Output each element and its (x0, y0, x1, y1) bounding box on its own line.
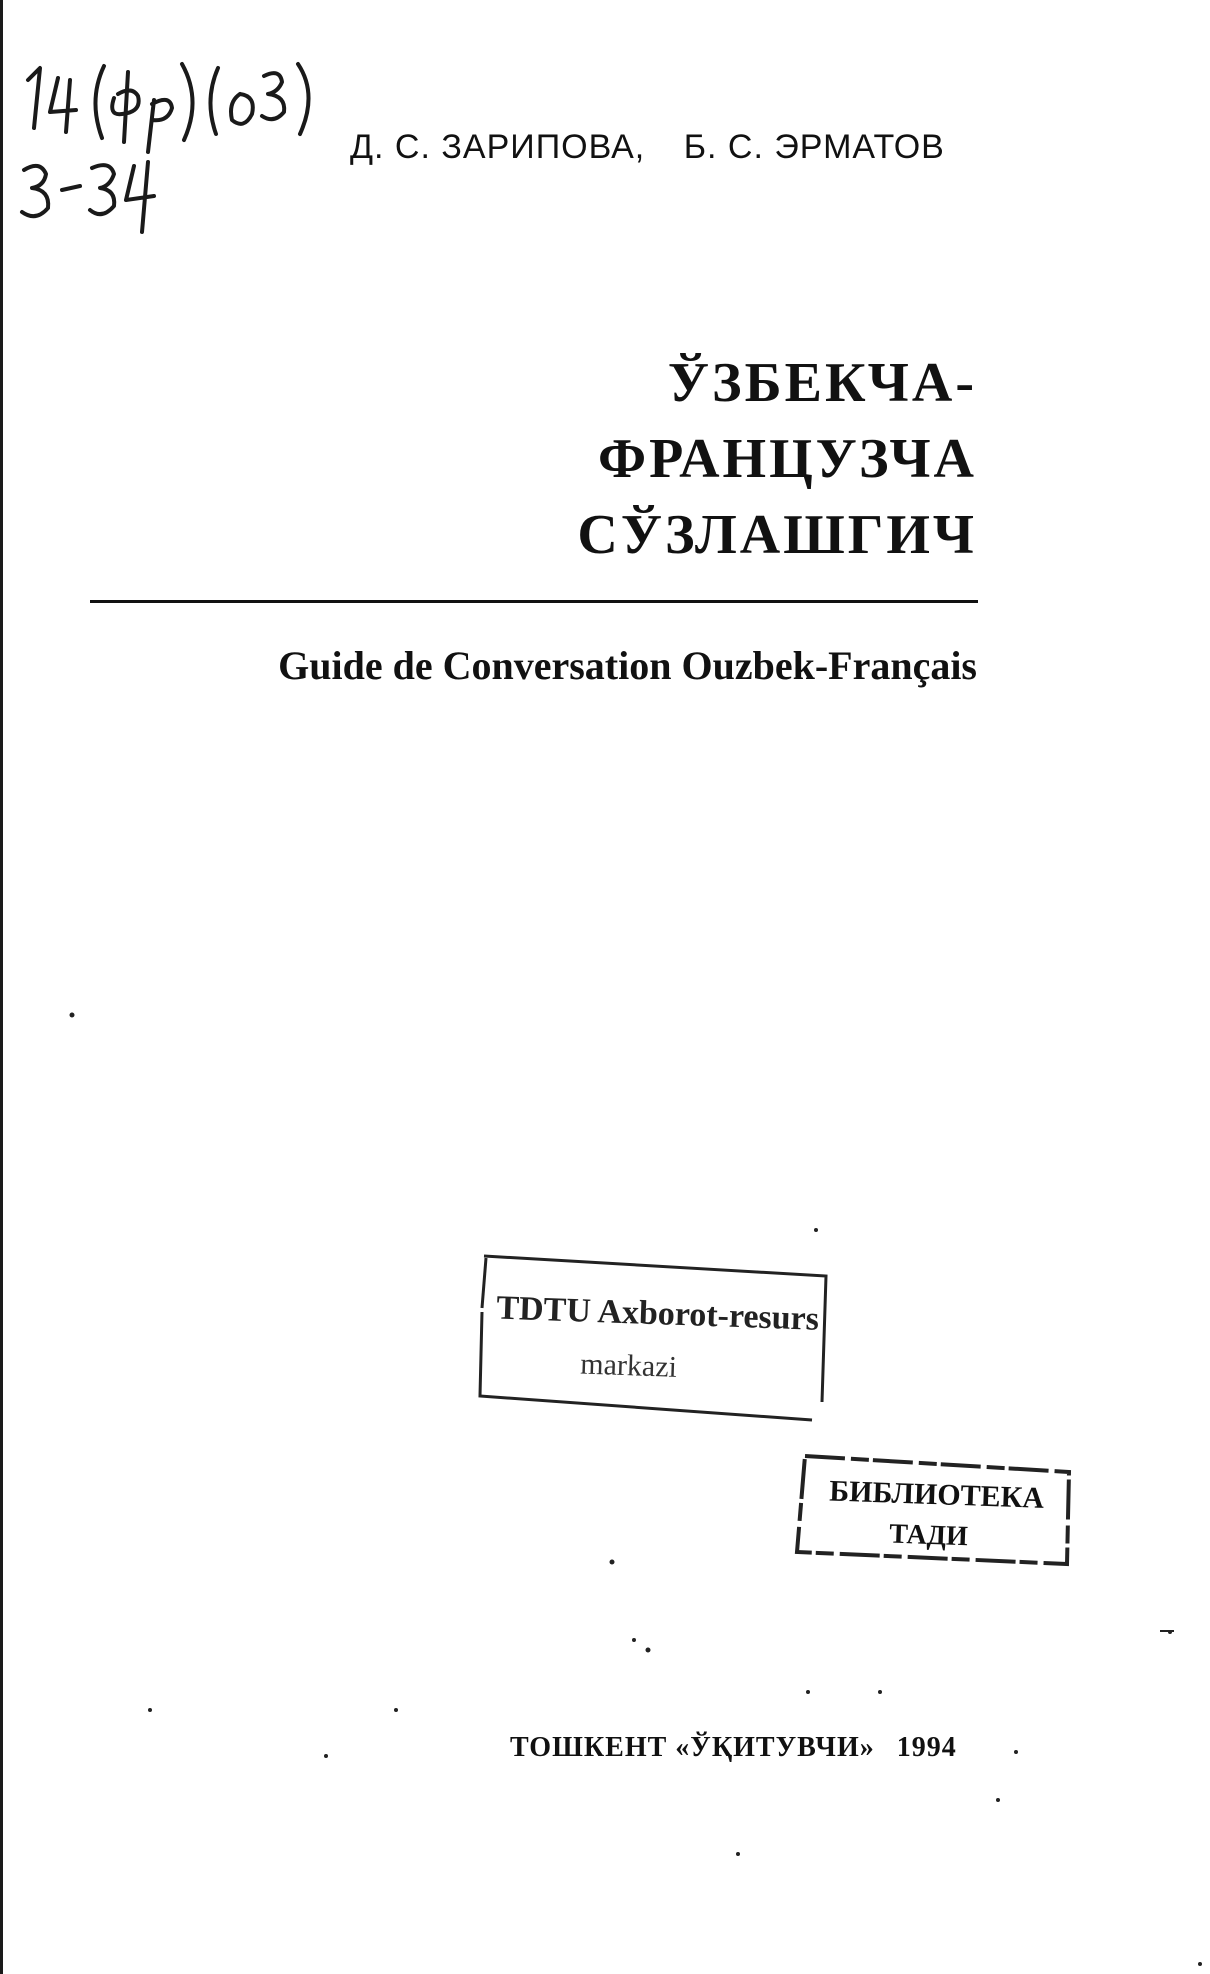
handwritten-shelfmark-drawing (18, 50, 358, 240)
authors-line (350, 128, 973, 167)
title-divider (90, 600, 978, 603)
svg-text:БИБЛИОТЕКА: БИБЛИОТЕКА (828, 1474, 1045, 1515)
title-line-3: СЎЗЛАШГИЧ (577, 504, 977, 566)
svg-text:ТАДИ: ТАДИ (888, 1518, 969, 1553)
author-1: Д. С. ЗАРИПОВА, (350, 128, 646, 166)
title-line-2: ФРАНЦУЗЧА (597, 428, 977, 490)
svg-text:TDTU Axborot-resurs: TDTU Axborot-resurs (495, 1289, 820, 1338)
library-stamp-tdtu (472, 1252, 832, 1432)
svg-text:markazi: markazi (579, 1347, 678, 1384)
library-stamp-tdtu-drawing (472, 1252, 832, 1432)
handwritten-shelfmark (18, 50, 358, 240)
imprint-place-publisher: ТОШКЕНТ «ЎҚИТУВЧИ» (510, 1732, 875, 1763)
book-subtitle: Guide de Conversation Ouzbek-Français (278, 643, 977, 688)
library-stamp-biblioteka (785, 1450, 1077, 1572)
scan-left-edge (0, 0, 3, 1974)
author-2: Б. С. ЭРМАТОВ (683, 128, 945, 166)
book-title (577, 345, 977, 573)
library-stamp-biblioteka-drawing (785, 1450, 1077, 1572)
imprint (510, 1732, 957, 1764)
imprint-year: 1994 (896, 1732, 957, 1763)
title-line-1: ЎЗБЕКЧА- (667, 352, 977, 414)
